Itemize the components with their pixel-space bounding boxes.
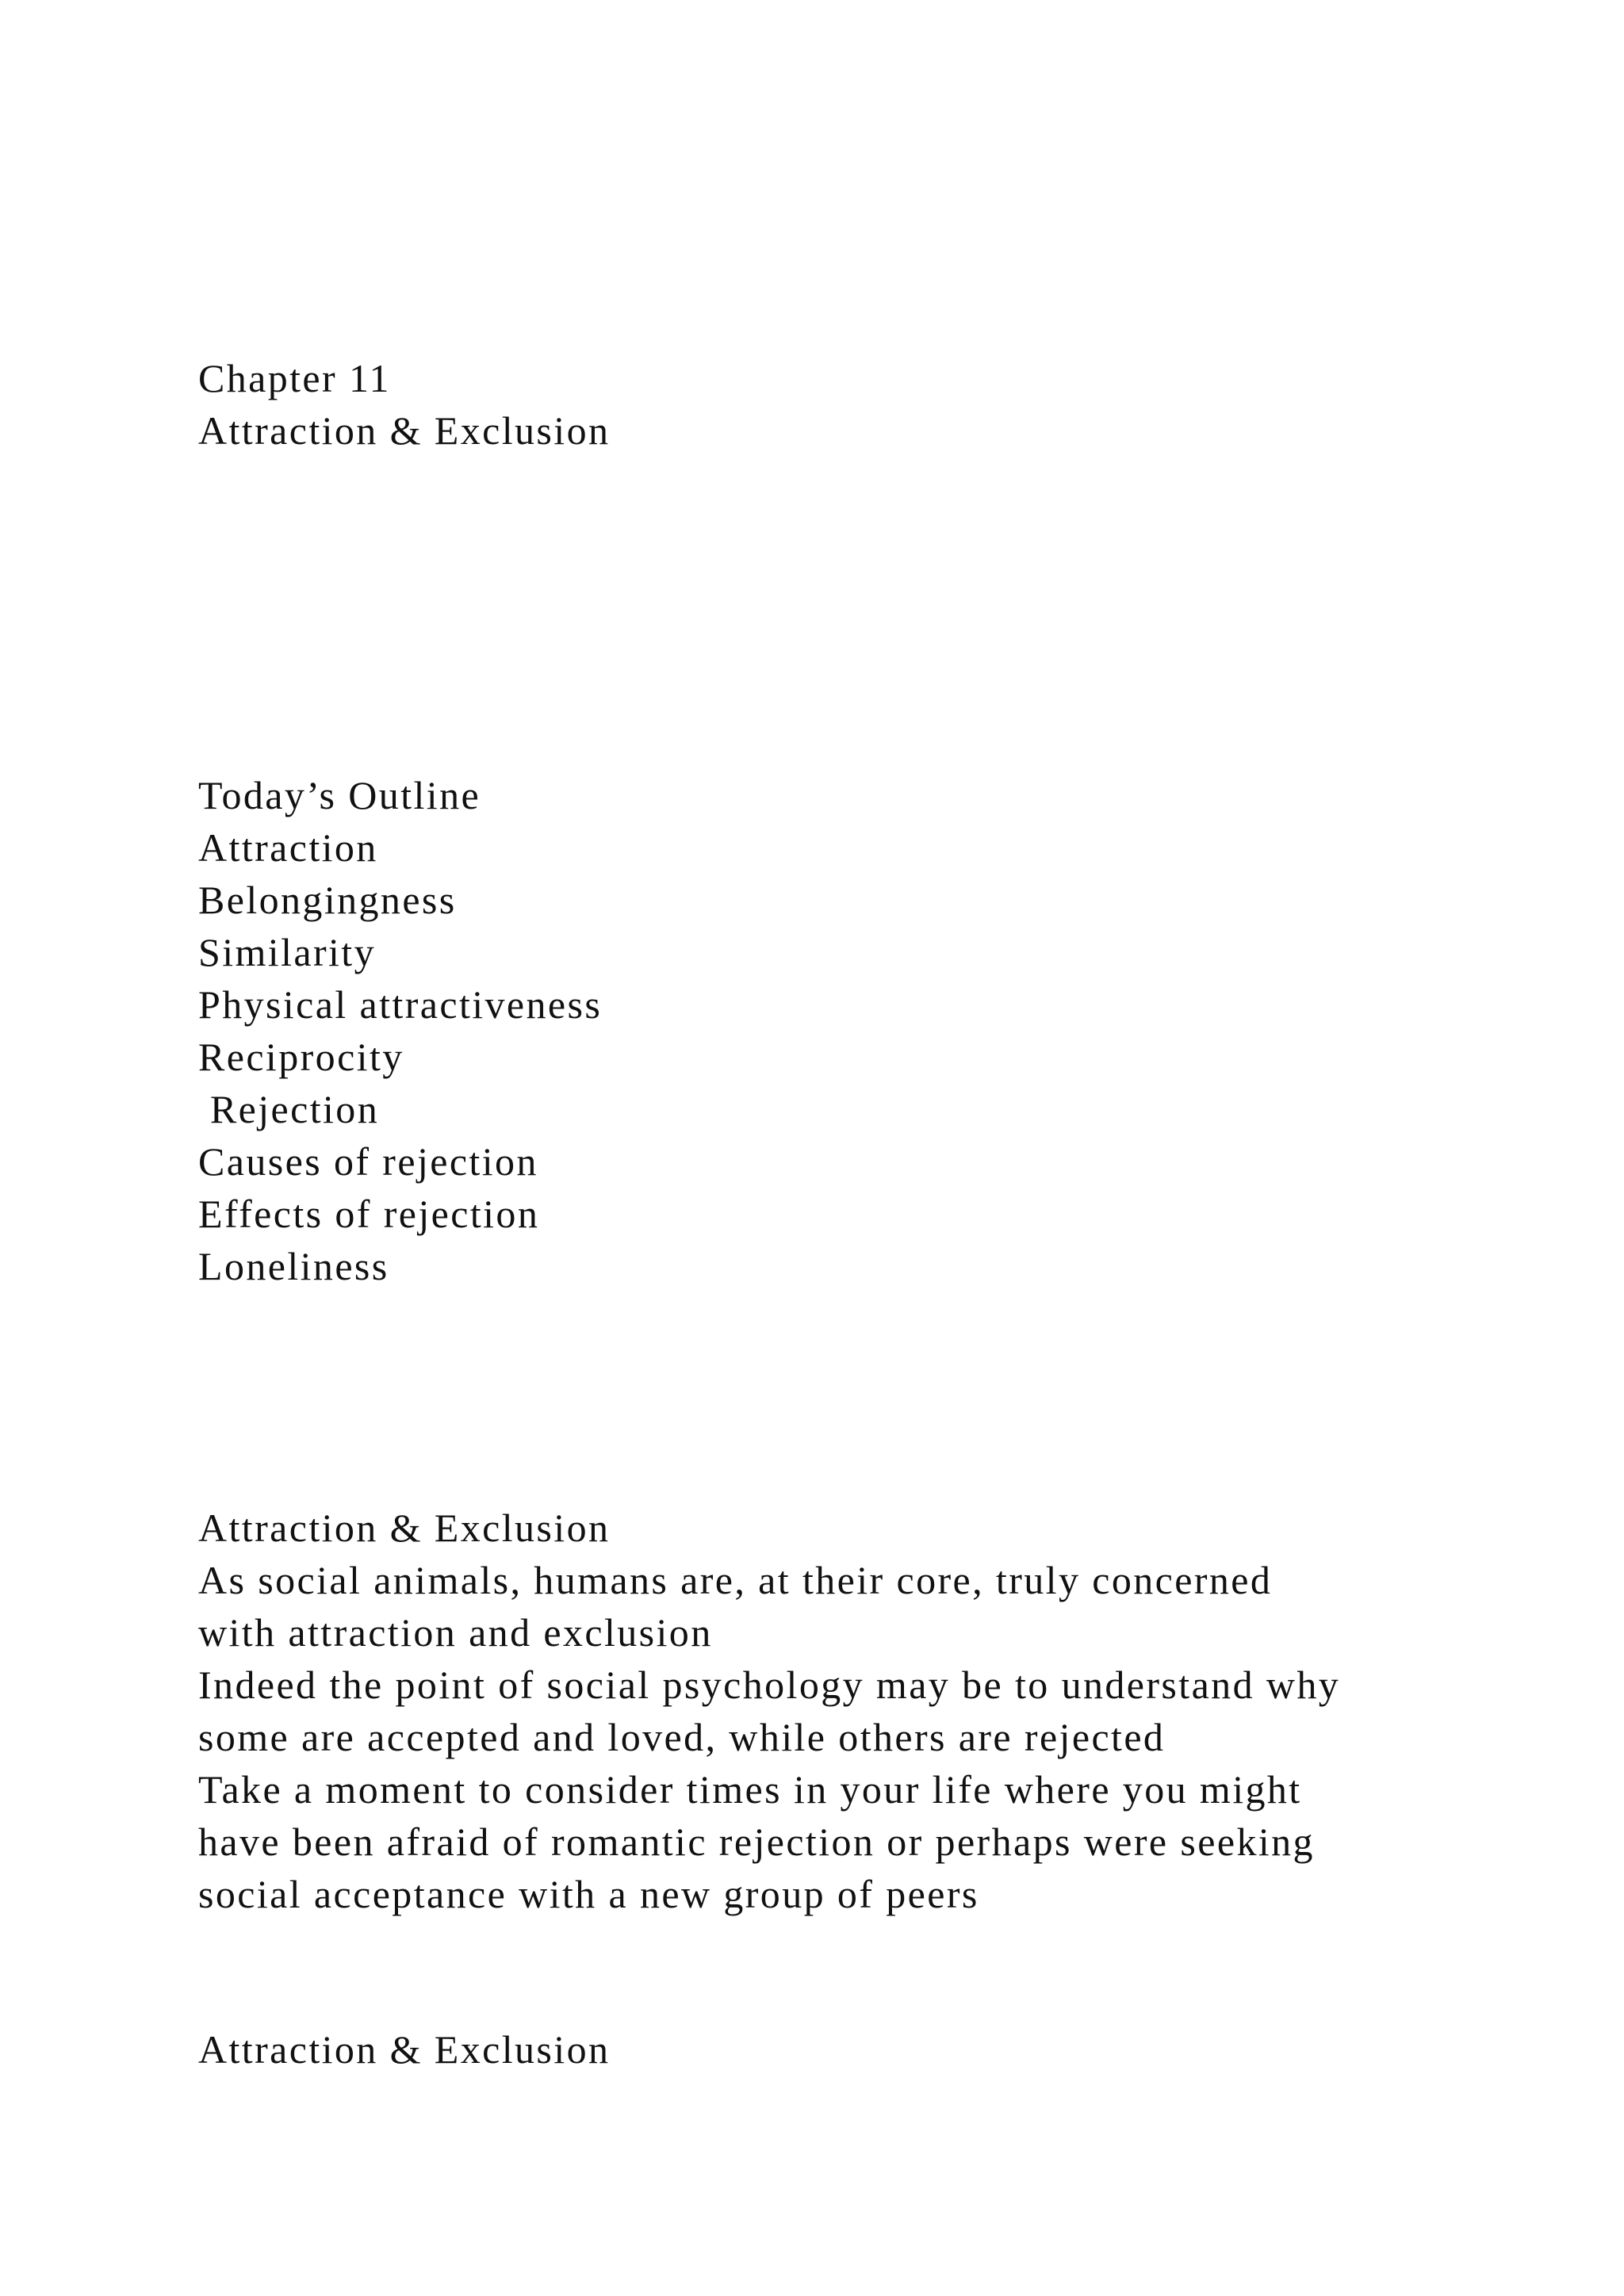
outline-item: Loneliness xyxy=(198,1244,389,1288)
intro-section xyxy=(198,1502,1507,1920)
outline-item: Reciprocity xyxy=(198,1035,404,1079)
outline-item: Attraction xyxy=(198,825,378,870)
next-section xyxy=(198,2023,1507,2076)
paragraph-line: some are accepted and loved, while others are rejected xyxy=(198,1715,1166,1759)
outline-item: Physical attractiveness xyxy=(198,982,603,1027)
paragraph-line: with attraction and exclusion xyxy=(198,1610,713,1655)
title-block xyxy=(198,352,1507,457)
outline-heading: Today’s Outline xyxy=(198,773,481,817)
paragraph-line: Indeed the point of social psychology may be to understand why xyxy=(198,1663,1341,1707)
outline-item: Rejection xyxy=(198,1087,380,1131)
outline-item: Causes of rejection xyxy=(198,1139,538,1184)
paragraph-line: Take a moment to consider times in your life where you might xyxy=(198,1767,1302,1812)
paragraph-line: As social animals, humans are, at their core, truly concerned xyxy=(198,1558,1273,1602)
section-heading: Attraction & Exclusion xyxy=(198,1506,611,1550)
outline-item: Similarity xyxy=(198,930,376,974)
paragraph-line: social acceptance with a new group of peers xyxy=(198,1872,979,1916)
chapter-number: Chapter 11 xyxy=(198,356,391,400)
section-heading: Attraction & Exclusion xyxy=(198,2027,611,2072)
outline-section xyxy=(198,769,1507,1292)
outline-item: Belongingness xyxy=(198,878,457,922)
paragraph-line: have been afraid of romantic rejection or perhaps were seeking xyxy=(198,1820,1315,1864)
chapter-title: Attraction & Exclusion xyxy=(198,408,611,453)
outline-item: Effects of rejection xyxy=(198,1192,540,1236)
